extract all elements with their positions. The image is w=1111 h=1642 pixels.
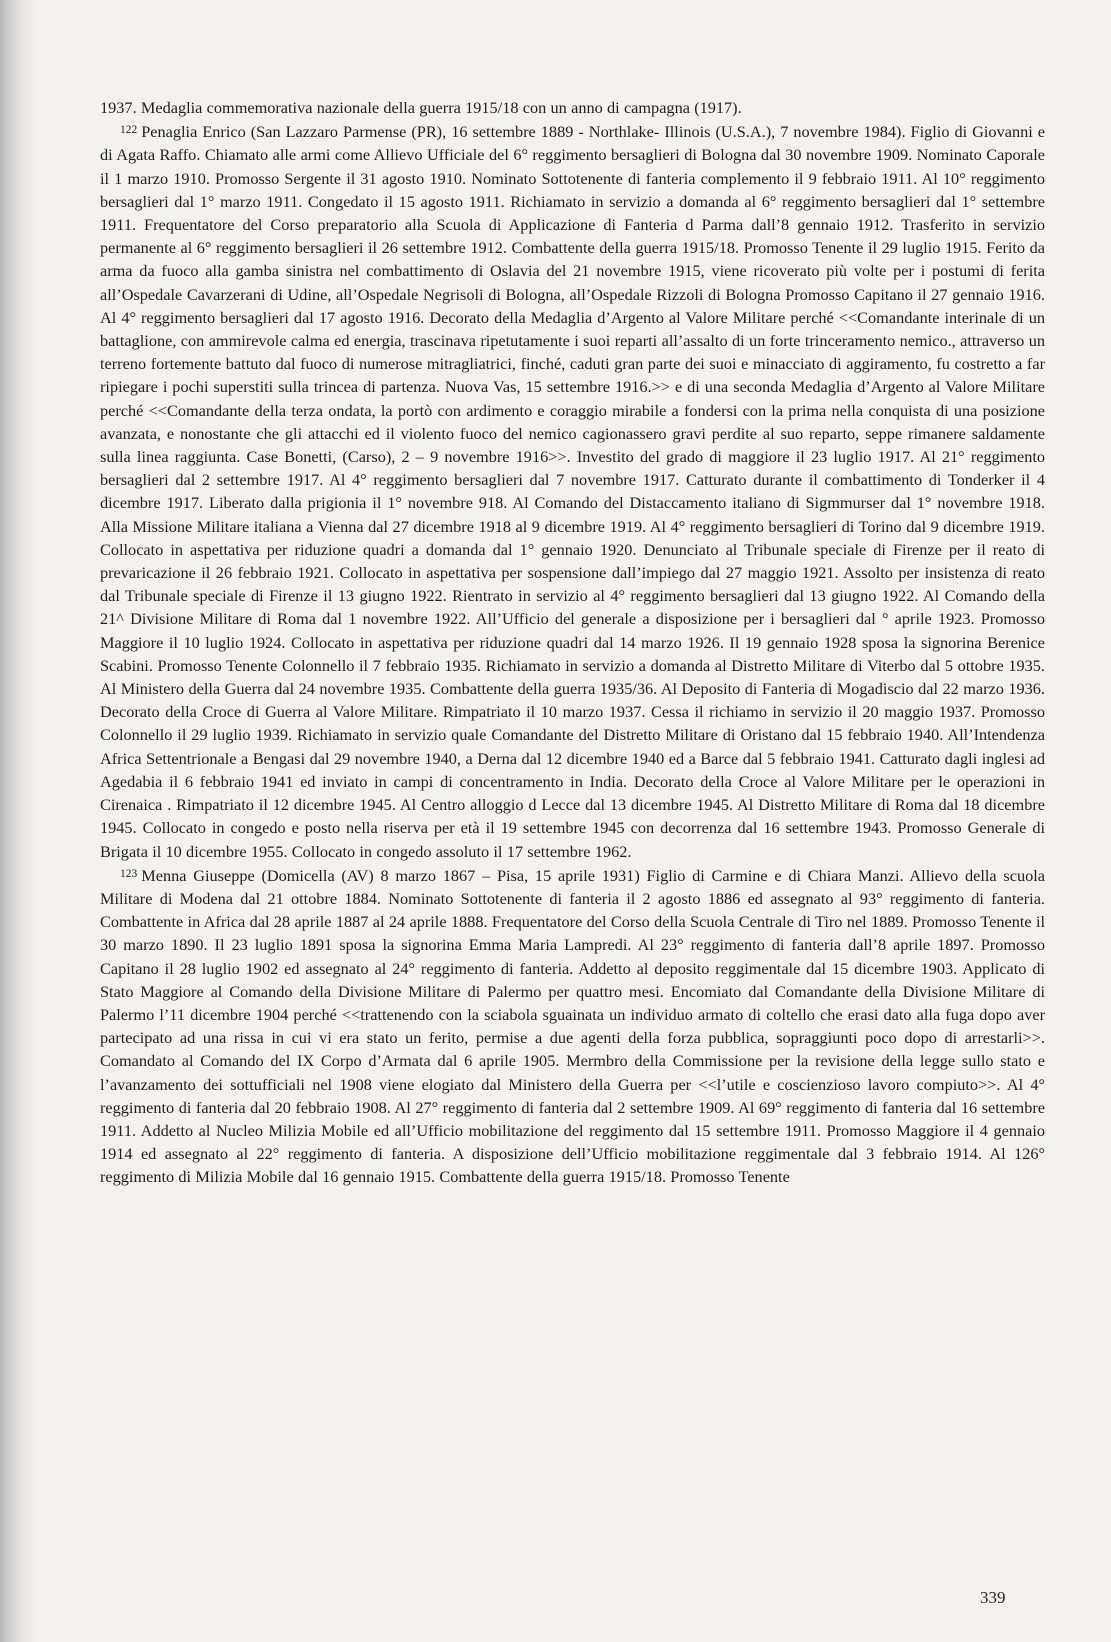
footnote-122 bbox=[100, 119, 1045, 863]
footnote-number: 122 bbox=[120, 124, 138, 137]
footnote-text: Menna Giuseppe (Domicella (AV) 8 marzo 1867 – Pisa, 15 aprile 1931) Figlio di Carmine e di Chiara Manzi. Allievo della scuola Militare di Modena dal 21 ottobre 1884. Nominato Sottotenente di fanteria il 2 agosto 1886 ed assegnato al 93° reggimento di fanteria. Combattente in Africa dal 28 aprile 1887 al 24 aprile 1888. Frequentatore del Corso della Scuola Centrale di Tiro nel 1889. Promosso Tenente il 30 marzo 1890. Il 23 luglio 1891 sposa la signorina Emma Maria Lampredi. Al 23° reggimento di fanteria dall’8 aprile 1897. Promosso Capitano il 28 luglio 1902 ed assegnato al 24° reggimento di fanteria. Addetto al deposito reggimentale dal 15 dicembre 1903. Applicato di Stato Maggiore al Comando della Divisione Militare di Palermo per quattro mesi. Encomiato dal Comandante della Divisione Militare di Palermo l’11 dicembre 1904 perché <<trattenendo con la sciabola sguainata un individuo armato di coltello che erasi dato alla fuga dopo aver partecipato ad una rissa in cui vi era stato un ferito, permise a due agenti della forza pubblica, sopraggiunti poco dopo di arrestarli>>. Comandato al Comando del IX Corpo d’Armata dal 6 aprile 1905. Mermbro della Commissione per la revisione della legge sullo stato e l’avanzamento dei sottufficiali nel 1908 viene elogiato dal Ministero della Guerra per <<l’utile e coscienzioso lavoro compiuto>>. Al 4° reggimento di fanteria dal 20 febbraio 1908. Al 27° reggimento di fanteria dal 2 settembre 1909. Al 69° reggimento di fanteria dal 16 settembre 1911. Addetto al Nucleo Milizia Mobile ed all’Ufficio mobilitazione del reggimento dal 15 settembre 1911. Promosso Maggiore il 4 gennaio 1914 ed assegnato al 22° reggimento di fanteria. A disposizione dell’Ufficio mobilitazione reggimentale dal 3 febbraio 1914. Al 126° reggimento di Milizia Mobile dal 16 gennaio 1915. Combattente della guerra 1915/18. Promosso Tenente bbox=[100, 865, 1045, 1187]
page-body bbox=[100, 96, 1045, 1189]
footnote-number: 123 bbox=[120, 867, 138, 880]
continuation-paragraph: 1937. Medaglia commemorativa nazionale della guerra 1915/18 con un anno di campagna (1917). bbox=[100, 98, 742, 117]
page-number: 339 bbox=[980, 1588, 1006, 1607]
scan-gutter-shadow bbox=[0, 0, 38, 1642]
footnote-text: Penaglia Enrico (San Lazzaro Parmense (PR), 16 settembre 1889 - Northlake- Illinois (U.S.A.), 7 novembre 1984). Figlio di Giovanni e di Agata Raffo. Chiamato alle armi come Allievo Ufficiale del 6° reggimento bersaglieri di Bologna dal 30 novembre 1909. Nominato Caporale il 1 marzo 1910. Promosso Sergente il 31 agosto 1910. Nominato Sottotenente di fanteria complemento il 9 febbraio 1911. Al 10° reggimento bersaglieri dal 1° marzo 1911. Congedato il 15 agosto 1911. Richiamato in servizio a domanda al 6° reggimento bersaglieri dal 1° settembre 1911. Frequentatore del Corso preparatorio alla Scuola di Applicazione di Fanteria d Parma dall’8 gennaio 1912. Trasferito in servizio permanente al 6° reggimento bersaglieri il 26 settembre 1912. Combattente della guerra 1915/18. Promosso Tenente il 29 luglio 1915. Ferito da arma da fuoco alla gamba sinistra nel combattimento di Oslavia del 21 novembre 1915, viene ricoverato più volte per i postumi di ferita all’Ospedale Cavarzerani di Udine, all’Ospedale Negrisoli di Bologna, all’Ospedale Rizzoli di Bologna Promosso Capitano il 27 gennaio 1916. Al 4° reggimento bersaglieri dal 17 agosto 1916. Decorato della Medaglia d’Argento al Valore Militare perché <<Comandante interinale di un battaglione, con ammirevole calma ed energia, trascinava ripetutamente i suoi reparti all’assalto di un forte trinceramento nemico., attraverso un terreno fortemente battuto dal fuoco di numerose mitragliatrici, finché, caduti gran parte dei suoi e minacciato di aggiramento, fu costretto a far ripiegare i pochi superstiti sulla trincea di partenza. Nuova Vas, 15 settembre 1916.>> e di una seconda Medaglia d’Argento al Valore Militare perché <<Comandante della terza ondata, la portò con ardimento e coraggio mirabile a fondersi con la prima nella conquista di una posizione avanzata, e nonostante che gli attacchi ed il violento fuoco del nemico cagionassero gravi perdite al suo reparto, seppe rimanere saldamente sulla linea raggiunta. Case Bonetti, (Carso), 2 – 9 novembre 1916>>. Investito del grado di maggiore il 23 luglio 1917. Al 21° reggimento bersaglieri dal 2 settembre 1917. Al 4° reggimento bersaglieri dal 7 novembre 1917. Catturato durante il combattimento di Tonderker il 4 dicembre 1917. Liberato dalla prigionia il 1° novembre 918. Al Comando del Distaccamento italiano di Sigmmurser dal 1° novembre 1918. Alla Missione Militare italiana a Vienna dal 27 dicembre 1918 al 9 dicembre 1919. Al 4° reggimento bersaglieri di Torino dal 9 dicembre 1919. Collocato in aspettativa per riduzione quadri a domanda dal 1° gennaio 1920. Denunciato al Tribunale speciale di Firenze per il reato di prevaricazione il 26 febbraio 1921. Collocato in aspettativa per sospensione dall’impiego dal 27 maggio 1921. Assolto per insistenza di reato dal Tribunale speciale di Firenze il 13 giugno 1922. Rientrato in servizio al 4° reggimento bersaglieri dal 13 giugno 1922. Al Comando della 21^ Divisione Militare di Roma dal 1 novembre 1922. All’Ufficio del generale a disposizione per i bersaglieri dal ° aprile 1923. Promosso Maggiore il 10 luglio 1924. Collocato in aspettativa per riduzione quadri dal 14 marzo 1926. Il 19 gennaio 1928 sposa la signorina Berenice Scabini. Promosso Tenente Colonnello il 7 febbraio 1935. Richiamato in servizio a domanda al Distretto Militare di Viterbo dal 5 ottobre 1935. Al Ministero della Guerra dal 24 novembre 1935. Combattente della guerra 1935/36. Al Deposito di Fanteria di Mogadiscio dal 22 marzo 1936. Decorato della Croce di Guerra al Valore Militare. Rimpatriato il 10 marzo 1937. Cessa il richiamo in servizio il 20 maggio 1937. Promosso Colonnello il 29 luglio 1939. Richiamato in servizio quale Comandante del Distretto Militare di Oristano dal 15 febbraio 1940. All’Intendenza Africa Settentrionale a Bengasi dal 29 novembre 1940, a Derna dal 12 dicembre 1940 ed a Barce dal 5 febbraio 1941. Catturato dagli inglesi ad Agedabia il 6 febbraio 1941 ed inviato in campi di concentramento in India. Decorato della Croce al Valore Militare per le operazioni in Cirenaica . Rimpatriato il 12 dicembre 1945. Al Centro alloggio d Lecce dal 13 dicembre 1945. Al Distretto Militare di Roma dal 18 dicembre 1945. Collocato in congedo e posto nella riserva per età il 19 settembre 1945 con decorrenza dal 16 settembre 1943. Promosso Generale di Brigata il 10 dicembre 1955. Collocato in congedo assoluto il 17 settembre 1962. bbox=[100, 122, 1045, 861]
footnote-123 bbox=[100, 863, 1045, 1189]
